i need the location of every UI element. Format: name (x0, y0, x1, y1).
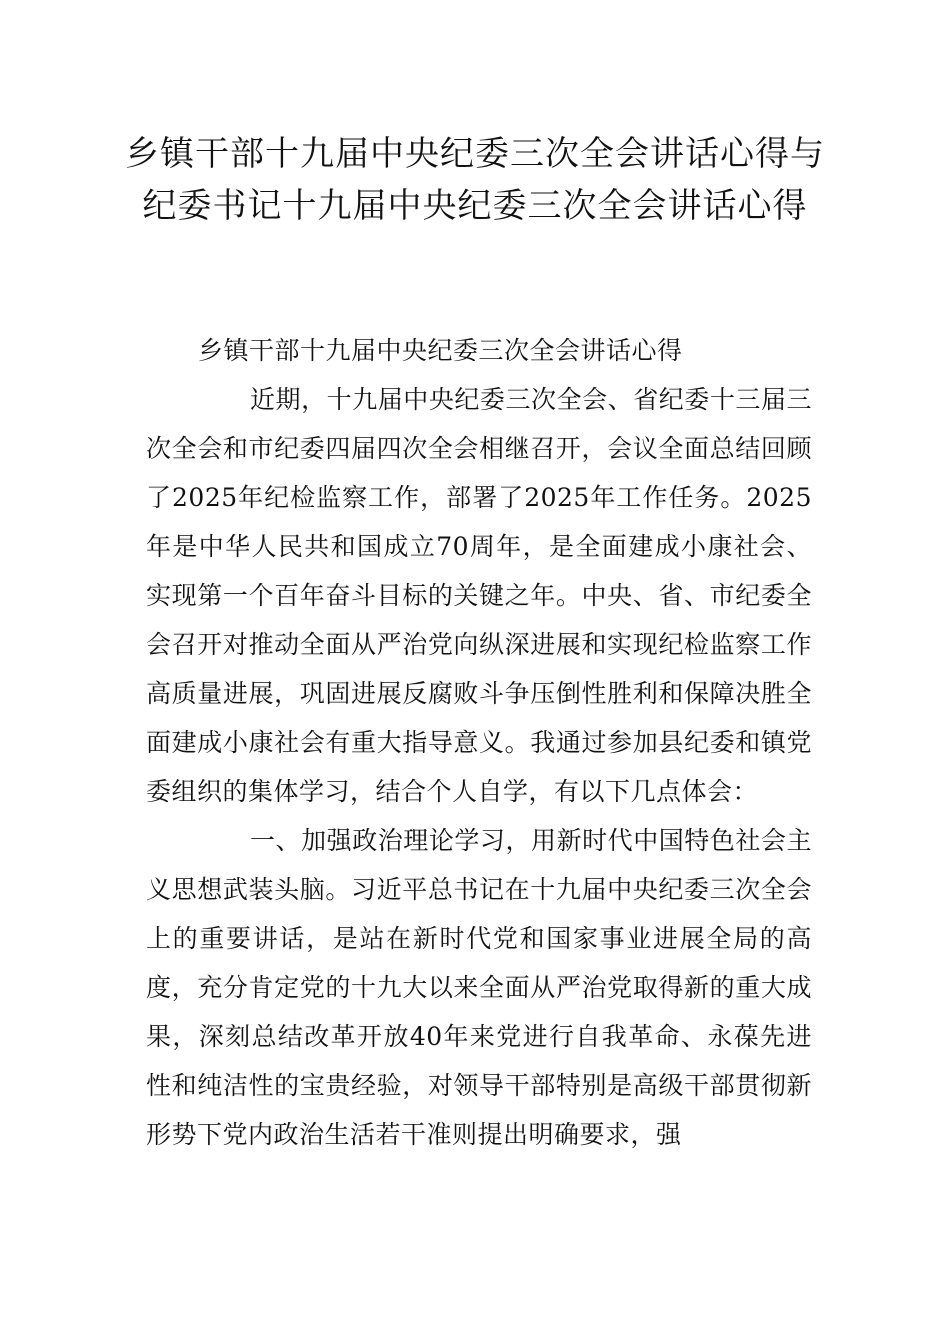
paragraph-intro: 近期，十九届中央纪委三次全会、省纪委十三届三次全会和市纪委四届四次全会相继召开，会议全面总结回顾了2025年纪检监察工作，部署了2025年工作任务。2025年是中华人民共和国成立70周年，是全面建成小康社会、实现第一个百年奋斗目标的关键之年。中央、省、市纪委全会召开对推动全面从严治党向纵深进展和实现纪检监察工作高质量进展，巩固进展反腐败斗争压倒性胜利和保障决胜全面建成小康社会有重大指导意义。我通过参加县纪委和镇党委组织的集体学习，结合个人自学，有以下几点体会： (146, 385, 812, 806)
section-subtitle: 乡镇干部十九届中央纪委三次全会讲话心得 (198, 336, 683, 365)
document-body (146, 326, 812, 1159)
document-title: 乡镇干部十九届中央纪委三次全会讲话心得与纪委书记十九届中央纪委三次全会讲话心得 (125, 134, 825, 226)
paragraph-point-one: 一、加强政治理论学习，用新时代中国特色社会主义思想武装头脑。习近平总书记在十九届中央纪委三次全会上的重要讲话，是站在新时代党和国家事业进展全局的高度，充分肯定党的十九大以来全面从严治党取得新的重大成果，深刻总结改革开放40年来党进行自我革命、永葆先进性和纯洁性的宝贵经验，对领导干部特别是高级干部贯彻新形势下党内政治生活若干准则提出明确要求，强 (146, 826, 812, 1149)
